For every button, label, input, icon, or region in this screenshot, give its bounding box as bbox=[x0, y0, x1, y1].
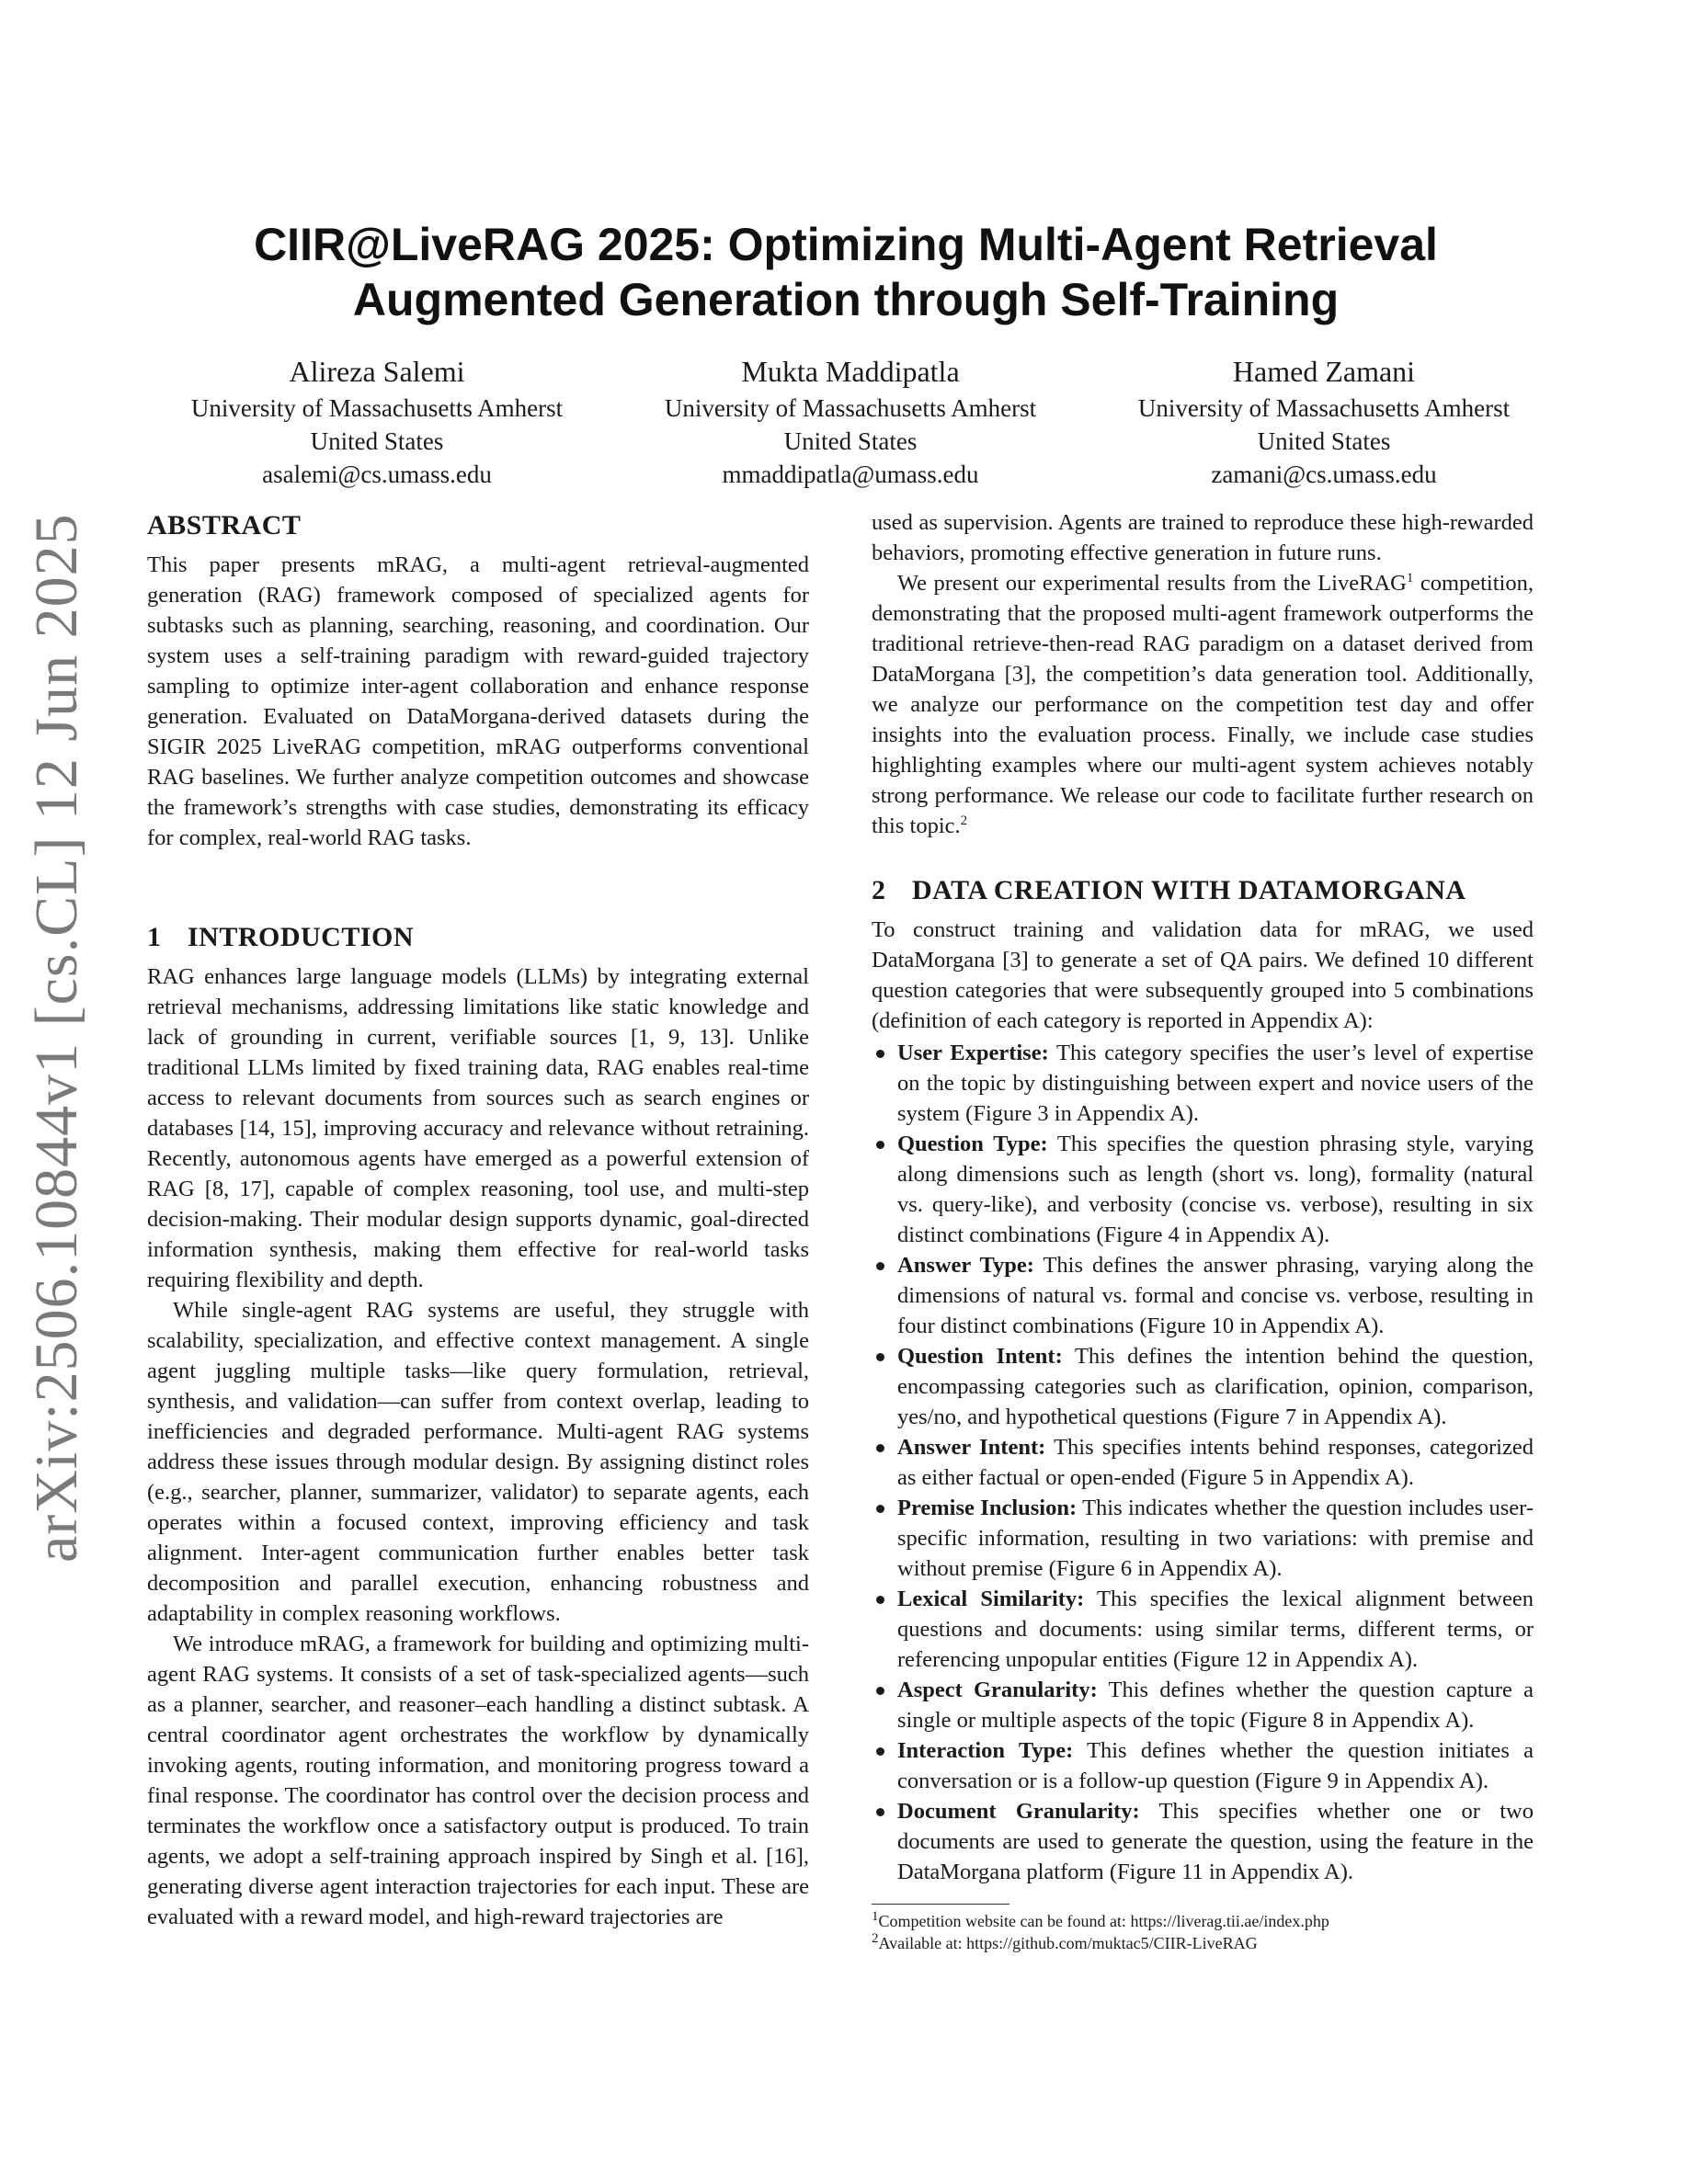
list-item: Question Intent: This defines the intention behind the question, encompassing categories such as clarification, opinion, comparison, yes/no, and hypothetical questions (Figure 7 in Appendix A). bbox=[872, 1341, 1534, 1432]
section-title: INTRODUCTION bbox=[188, 922, 415, 952]
section-2-intro: To construct training and validation data for mRAG, we used DataMorgana [3] to generate a set of QA pairs. We defined 10 different question categories that were subsequently grouped into 5 combinations (definition of each category is reported in Appendix A): bbox=[872, 917, 1534, 1033]
right-column bbox=[872, 507, 1534, 1954]
arxiv-identifier: arXiv:2506.10844v1 [cs.CL] 12 Jun 2025 bbox=[23, 513, 90, 1563]
list-item: Answer Type: This defines the answer phrasing, varying along the dimensions of natural vs. formal and concise vs. verbose, resulting in four distinct combinations (Figure 10 in Appendix A). bbox=[872, 1250, 1534, 1341]
intro-paragraph-1: RAG enhances large language models (LLMs) by integrating external retrieval mechanisms, addressing limitations like static knowledge and lack of grounding in current, verifiable sources [1, 9, 13]. Unlike traditional LLMs limited by fixed training data, RAG enables real-time access to relevant documents from sources such as search engines or databases [14, 15], improving accuracy and relevance without retraining. Recently, autonomous agents have emerged as a powerful extension of RAG [8, 17], capable of complex reasoning, tool use, and multi-step decision-making. Their modular design supports dynamic, goal-directed information synthesis, making them effective for real-world tasks requiring flexibility and depth. bbox=[147, 964, 809, 1292]
author-country: United States bbox=[310, 427, 444, 455]
author-name: Mukta Maddipatla bbox=[741, 355, 960, 388]
intro-continued: used as supervision. Agents are trained to reproduce these high-rewarded behaviors, promoting effective generation in future runs. bbox=[872, 510, 1534, 565]
footnote-rule bbox=[872, 1904, 1009, 1905]
abstract-text: This paper presents mRAG, a multi-agent retrieval-augmented generation (RAG) framework composed of specialized agents for subtasks such as planning, searching, reasoning, and coordination. Our system uses a self-training paradigm with reward-guided trajectory sampling to optimize inter-agent collaboration and enhance response generation. Evaluated on DataMorgana-derived datasets during the SIGIR 2025 LiveRAG competition, mRAG outperforms conventional RAG baselines. We further analyze competition outcomes and showcase the framework’s strengths with case studies, demonstrating its efficacy for complex, real-world RAG tasks. bbox=[147, 552, 809, 850]
author-affiliation: University of Massachusetts Amherst bbox=[664, 394, 1037, 422]
intro-paragraph-2: While single-agent RAG systems are useful, they struggle with scalability, specialization, and effective context management. A single agent juggling multiple tasks—like query formulation, retrieval, synthesis, and validation—can suffer from context overlap, leading to inefficiencies and degraded performance. Multi-agent RAG systems address these issues through modular design. By assigning distinct roles (e.g., searcher, planner, summarizer, validator) to separate agents, each operates within a focused context, improving efficiency and task alignment. Inter-agent communication further enables better task decomposition and parallel execution, enhancing robustness and adaptability in complex reasoning workflows. bbox=[147, 1298, 809, 1626]
author-name: Hamed Zamani bbox=[1232, 355, 1416, 388]
title-line-2: Augmented Generation through Self-Training bbox=[352, 274, 1340, 325]
footnote-ref-2: 2 bbox=[960, 813, 968, 828]
abstract-heading: ABSTRACT bbox=[147, 510, 302, 540]
section-number: 2 bbox=[872, 875, 886, 905]
footnote-2: $^2$Available at: https://github.com/muktac5/CIIR-LiveRAG bbox=[872, 1931, 1258, 1952]
category-list bbox=[872, 1038, 1534, 1887]
intro-paragraph-3: We introduce mRAG, a framework for building and optimizing multi-agent RAG systems. It consists of a set of task-specialized agents—such as a planner, searcher, and reasoner–each handling a distinct subtask. A central coordinator agent orchestrates the workflow by dynamically invoking agents, routing information, and monitoring progress toward a final response. The coordinator has control over the decision process and terminates the workflow once a satisfactory output is produced. To train agents, we adopt a self-training approach inspired by Singh et al. [16], generating diverse agent interaction trajectories for each input. These are evaluated with a reward model, and high-reward trajectories are bbox=[147, 1632, 809, 1929]
list-item: Aspect Granularity: This defines whether the question capture a single or multiple aspects of the topic (Figure 8 in Appendix A). bbox=[872, 1675, 1534, 1735]
author-3 bbox=[1112, 351, 1535, 491]
intro-paragraph-4: We present our experimental results from the LiveRAG$^1$ competition, demonstrating that the proposed multi-agent framework outperforms the traditional retrieve-then-read RAG paradigm on a dataset derived from DataMorgana [3], the competition’s data generation tool. Additionally, we analyze our performance on the competition test day and offer insights into the evaluation process. Finally, we include case studies highlighting examples where our multi-agent system achieves notably strong performance. We release our code to facilitate further research on this topic.$^2$ bbox=[872, 570, 1534, 838]
section-2-heading bbox=[872, 872, 1534, 909]
author-country: United States bbox=[1257, 427, 1391, 455]
author-affiliation: University of Massachusetts Amherst bbox=[190, 394, 564, 422]
list-item: Interaction Type: This defines whether the question initiates a conversation or is a follow-up question (Figure 9 in Appendix A). bbox=[872, 1735, 1534, 1796]
list-item: Lexical Similarity: This specifies the lexical alignment between questions and documents: using similar terms, different terms, or referencing unpopular entities (Figure 12 in Appendix A). bbox=[872, 1584, 1534, 1675]
footnote-1: $^1$Competition website can be found at: https://liverag.tii.ae/index.php bbox=[872, 1909, 1329, 1930]
left-column bbox=[147, 507, 809, 1932]
list-item: Document Granularity: This specifies whether one or two documents are used to generate the question, using the feature in the DataMorgana platform (Figure 11 in Appendix A). bbox=[872, 1796, 1534, 1887]
intro-heading bbox=[147, 919, 809, 956]
list-item: User Expertise: This category specifies the user’s level of expertise on the topic by distinguishing between expert and novice users of the system (Figure 3 in Appendix A). bbox=[872, 1038, 1534, 1129]
author-affiliation: University of Massachusetts Amherst bbox=[1137, 394, 1511, 422]
author-block bbox=[165, 351, 1535, 491]
list-item: Answer Intent: This specifies intents behind responses, categorized as either factual or open-ended (Figure 5 in Appendix A). bbox=[872, 1432, 1534, 1493]
title-line-1: CIIR@LiveRAG 2025: Optimizing Multi-Agent Retrieval bbox=[254, 219, 1438, 270]
list-item: Premise Inclusion: This indicates whether the question includes user-specific information, resulting in two variations: with premise and without premise (Figure 6 in Appendix A). bbox=[872, 1493, 1534, 1584]
author-name: Alireza Salemi bbox=[289, 355, 465, 388]
section-number: 1 bbox=[147, 922, 162, 952]
author-1 bbox=[165, 351, 588, 491]
author-2 bbox=[639, 351, 1062, 491]
author-country: United States bbox=[783, 427, 918, 455]
author-email: zamani@cs.umass.edu bbox=[1211, 461, 1437, 488]
section-title: DATA CREATION WITH DATAMORGANA bbox=[912, 875, 1466, 905]
author-email: asalemi@cs.umass.edu bbox=[262, 461, 492, 488]
list-item: Question Type: This specifies the question phrasing style, varying along dimensions such as length (short vs. long), formality (natural vs. query-like), and verbosity (concise vs. verbose), resulting in six distinct combinations (Figure 4 in Appendix A). bbox=[872, 1129, 1534, 1250]
author-email: mmaddipatla@umass.edu bbox=[722, 461, 979, 488]
paper-title bbox=[147, 217, 1545, 327]
footnote-ref-1: 1 bbox=[1406, 570, 1414, 586]
